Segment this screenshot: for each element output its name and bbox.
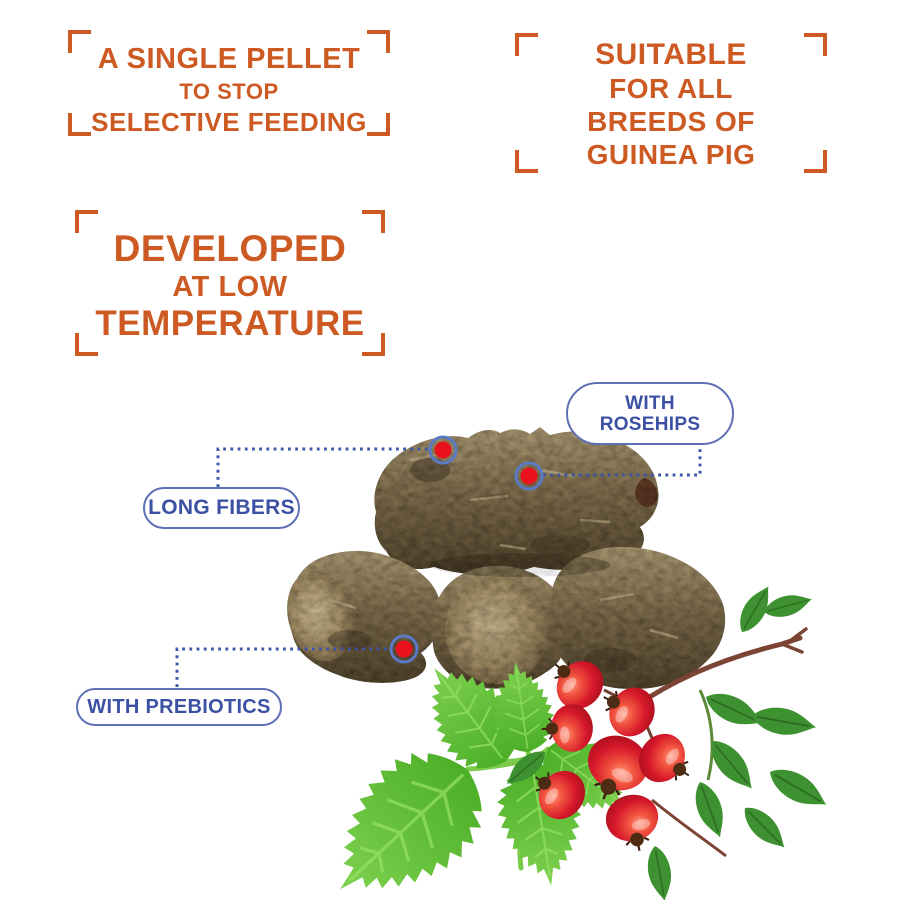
claim-line: FOR ALL xyxy=(609,73,733,104)
callout-label: WITH PREBIOTICS xyxy=(87,695,271,718)
callout-with-rosehips xyxy=(566,382,734,445)
claim-line: TEMPERATURE xyxy=(95,304,365,343)
claim-line: TO STOP xyxy=(179,79,279,104)
pellets-photo xyxy=(278,427,725,689)
claim-line: GUINEA PIG xyxy=(586,139,756,170)
claim-line: SUITABLE xyxy=(595,38,747,71)
callout-label: ROSEHIPS xyxy=(599,413,701,435)
callout-with-prebiotics xyxy=(76,688,282,726)
claim-line: BREEDS OF xyxy=(587,106,755,137)
claim-line: A SINGLE PELLET xyxy=(97,43,361,75)
claim-line: DEVELOPED xyxy=(113,228,347,269)
claim-line: SELECTIVE FEEDING xyxy=(91,107,367,137)
callout-long-fibers xyxy=(143,487,300,529)
callout-label: WITH xyxy=(625,392,675,414)
claim-line: AT LOW xyxy=(172,271,288,303)
callout-label: LONG FIBERS xyxy=(148,496,295,519)
